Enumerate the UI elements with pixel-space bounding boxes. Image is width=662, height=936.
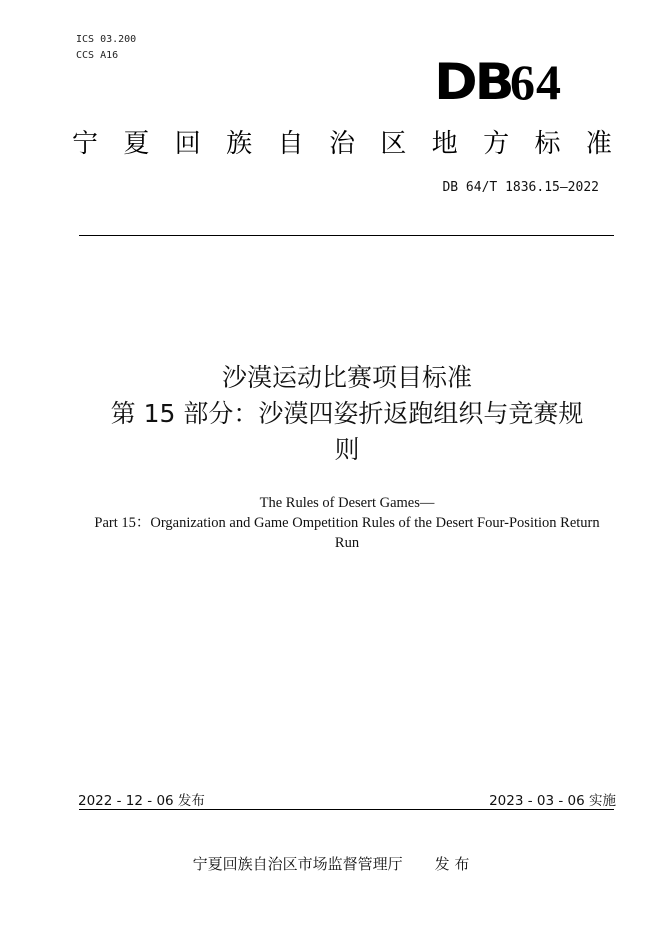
english-title-line-2: Part 15：Organization and Game Ompetition Rules of the Desert Four-Position Return — [94, 515, 600, 531]
dates-row — [78, 789, 616, 809]
issuer-name: 宁夏回族自治区市场监督管理厅 — [192, 855, 403, 873]
standard-type-char: 夏 — [123, 129, 150, 159]
implement-date: 2023 - 03 - 06 实施 — [489, 793, 616, 809]
english-title — [72, 493, 622, 553]
ccs-code: CCS A16 — [76, 50, 119, 61]
english-title-line-1: The Rules of Desert Games— — [259, 495, 435, 511]
standard-type-char: 族 — [226, 129, 253, 159]
english-title-line-3: Run — [334, 535, 360, 551]
classification-codes — [76, 32, 136, 64]
chinese-title-line-1: 沙漠运动比赛项目标准 — [221, 363, 472, 392]
chinese-title — [72, 360, 622, 468]
standard-number: DB 64/T 1836.15—2022 — [442, 180, 599, 195]
standard-type-char: 治 — [328, 129, 355, 159]
standard-type-char: 宁 — [72, 129, 99, 159]
issuer-line — [0, 853, 662, 874]
db-logo-letters: DB — [434, 53, 512, 111]
standard-type-char: 回 — [174, 129, 201, 159]
chinese-title-line-2: 第 15 部分：沙漠四姿折返跑组织与竞赛规 — [110, 399, 584, 428]
standard-type-char: 自 — [277, 129, 304, 159]
top-divider — [79, 235, 614, 236]
db-logo — [436, 52, 562, 112]
bottom-divider — [79, 809, 614, 810]
standard-type-char: 方 — [483, 129, 510, 159]
issue-date: 2022 - 12 - 06 发布 — [78, 793, 205, 809]
standard-type-char: 标 — [534, 129, 561, 159]
chinese-title-line-3: 则 — [334, 435, 360, 464]
issuer-action: 发 布 — [434, 855, 470, 873]
standard-type-title — [72, 126, 612, 162]
standard-type-char: 区 — [380, 129, 407, 159]
db-logo-number: 64 — [510, 54, 562, 110]
standard-type-char: 地 — [431, 129, 458, 159]
standard-type-char: 准 — [585, 129, 612, 159]
ics-code: ICS 03.200 — [76, 34, 137, 45]
